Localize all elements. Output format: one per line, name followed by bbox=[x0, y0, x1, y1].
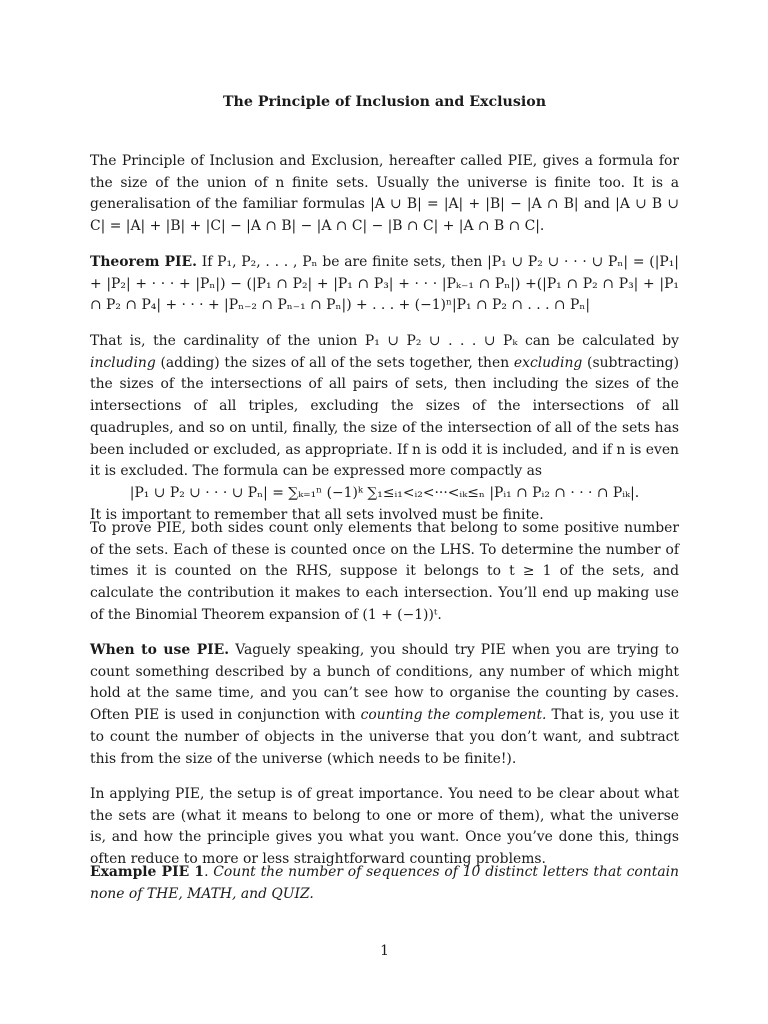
setup-paragraph: In applying PIE, the setup is of great importance. You need to be clear about what the sets are (what it means to belong to one or more of them), what the universe is, and how the principle gives you what you want. Once you’ve done this, things often reduce to more or less straightforward counting problems. bbox=[90, 786, 679, 868]
explanation-text-3: (subtracting) the sizes of the intersections of all pairs of sets, then including the sizes of the intersections of all triples, excluding the sizes of the intersections of all quadruples, and so on until, finally, the size of the intersection of all of the sets has been included or excluded, as appropriate. If n is odd it is included, and if n is even it is excluded. The formula can be expressed more compactly as bbox=[90, 354, 679, 480]
when-to-use-text-2: That is, you use it to count the number of objects in the universe that you don’t want, and subtract this from the size of the universe (which needs to be finite!). bbox=[90, 707, 679, 767]
theorem-paragraph bbox=[90, 252, 679, 317]
explanation-text-1: That is, the cardinality of the union P₁ ∪ P₂ ∪ . . . ∪ Pₖ can be calculated by bbox=[90, 333, 679, 349]
proof-paragraph: To prove PIE, both sides count only elements that belong to some positive number of the sets. Each of these is counted once on the LHS. To determine the number of times it is counted on the RHS, suppose it belongs to t ≥ 1 of the sets, and calculate the contribution it makes to each intersection. You’ll end up making use of the Binomial Theorem expansion of (1 + (−1))ᵗ. bbox=[90, 520, 679, 623]
emphasis-including: including bbox=[90, 354, 156, 371]
page-number: 1 bbox=[380, 943, 389, 959]
document-page bbox=[90, 0, 679, 1024]
intro-paragraph: The Principle of Inclusion and Exclusion, hereafter called PIE, gives a formula for the size of the union of n finite sets. Usually the universe is finite too. It is a generalisation of the familiar formulas |A ∪ B| = |A| + |B| − |A ∩ B| and |A ∪ B ∪ C| = |A| + |B| + |C| − |A ∩ B| − |A ∩ C| − |B ∩ C| + |A ∩ B ∩ C|. bbox=[90, 153, 679, 235]
explanation-text-2: (adding) the sizes of all of the sets together, then bbox=[155, 354, 514, 371]
emphasis-counting-complement: counting the complement. bbox=[360, 707, 547, 724]
theorem-label: Theorem PIE. bbox=[90, 254, 197, 270]
example-statement: Count the number of sequences of 10 distinct letters that contain none of THE, MATH, and QUIZ. bbox=[90, 864, 679, 902]
document-title: The Principle of Inclusion and Exclusion bbox=[222, 94, 547, 110]
example-separator: . bbox=[204, 864, 209, 880]
when-to-use-text-1: Vaguely speaking, you should try PIE when you are trying to count something described by a bunch of conditions, any number of which might hold at the same time, and you can’t see how to organise the counting by cases. Often PIE is used in conjunction with bbox=[90, 642, 679, 724]
example-label: Example PIE 1 bbox=[90, 864, 205, 880]
finite-note: It is important to remember that all sets involved must be finite. bbox=[90, 506, 544, 523]
emphasis-excluding: excluding bbox=[513, 354, 583, 371]
when-to-use-paragraph bbox=[90, 640, 679, 770]
example-paragraph bbox=[90, 862, 679, 905]
theorem-statement: If P₁, P₂, . . . , Pₙ be are finite sets, then |P₁ ∪ P₂ ∪ · · · ∪ Pₙ| = (|P₁| + |P₂| + · · · + |Pₙ|) − (|P₁ ∩ P₂| + |P₁ ∩ P₃| + · · · |Pₖ₋₁ ∩ Pₙ|) +(|P₁ ∩ P₂ ∩ P₃| + |P₁ ∩ P₂ ∩ P₄| + · · · + |Pₙ₋₂ ∩ Pₙ₋₁ ∩ Pₙ|) + . . . + (−1)ⁿ|P₁ ∩ P₂ ∩ . . . ∩ Pₙ| bbox=[90, 254, 679, 314]
explanation-paragraph bbox=[90, 331, 679, 526]
compact-formula: |P₁ ∪ P₂ ∪ · · · ∪ Pₙ| = ∑ₖ₌₁ⁿ (−1)ᵏ ∑₁≤ᵢ₁<ᵢ₂<···<ᵢₖ≤ₙ |Pᵢ₁ ∩ Pᵢ₂ ∩ · · · ∩ Pᵢₖ|. bbox=[129, 484, 640, 501]
when-to-use-label: When to use PIE. bbox=[90, 642, 230, 658]
